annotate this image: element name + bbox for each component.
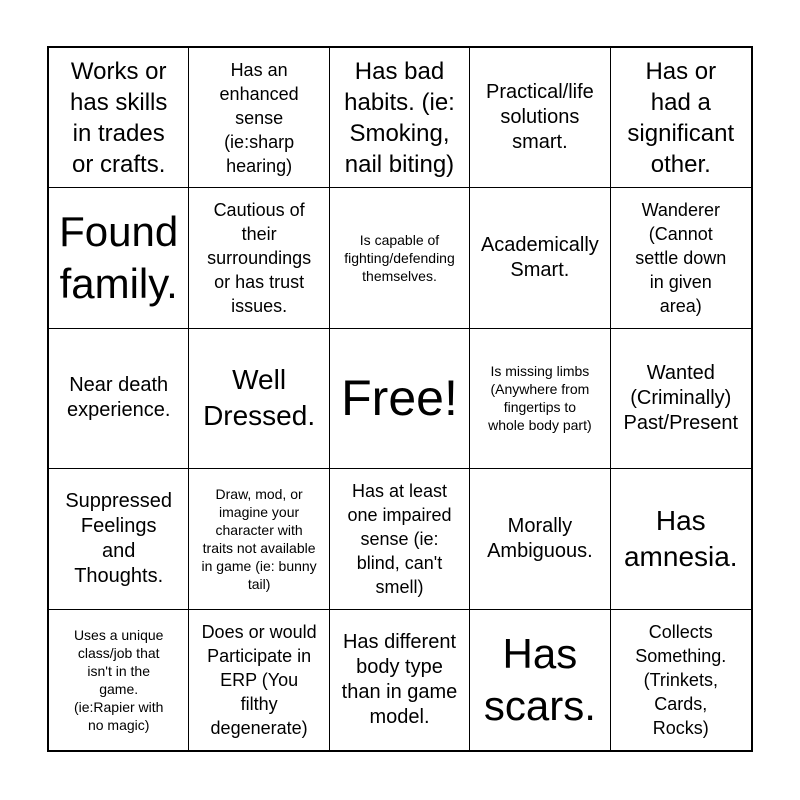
bingo-cell[interactable] <box>189 188 329 328</box>
cell-text: Has bad habits. (ie: Smoking, nail biting) <box>344 57 455 178</box>
cell-text: Works or has skills in trades or crafts. <box>70 57 168 178</box>
bingo-cell[interactable] <box>611 329 751 469</box>
cell-text: Has different body type than in game model. <box>341 630 458 728</box>
cell-text: Suppressed Feelings and Thoughts. <box>65 489 173 587</box>
cell-text: Wanderer (Cannot settle down in given area) <box>635 200 727 317</box>
bingo-cell[interactable] <box>189 610 329 750</box>
bingo-cell[interactable] <box>49 188 189 328</box>
cell-text: Is missing limbs (Anywhere from fingertips to whole body part) <box>488 363 592 434</box>
bingo-board <box>47 46 753 752</box>
cell-text: Has scars. <box>483 629 596 729</box>
bingo-cell[interactable] <box>470 188 610 328</box>
cell-text: Academically Smart. <box>480 234 599 282</box>
bingo-cell[interactable] <box>470 469 610 609</box>
bingo-cell[interactable] <box>49 610 189 750</box>
bingo-cell[interactable] <box>49 469 189 609</box>
cell-text: Practical/life solutions smart. <box>485 81 594 154</box>
bingo-cell[interactable] <box>470 610 610 750</box>
bingo-cell[interactable] <box>611 188 751 328</box>
bingo-cell[interactable] <box>189 48 329 188</box>
bingo-cell[interactable] <box>330 610 470 750</box>
bingo-cell[interactable] <box>330 188 470 328</box>
free-space-text: Free! <box>341 370 458 427</box>
bingo-cell[interactable] <box>189 329 329 469</box>
bingo-cell[interactable] <box>611 48 751 188</box>
cell-text: Uses a unique class/job that isn't in the game. (ie:Rapier with no magic) <box>73 626 164 733</box>
free-space[interactable] <box>330 329 470 469</box>
bingo-cell[interactable] <box>470 329 610 469</box>
cell-text: Near death experience. <box>66 374 171 422</box>
bingo-cell[interactable] <box>330 469 470 609</box>
cell-text: Has an enhanced sense (ie:sharp hearing) <box>219 59 299 176</box>
cell-text: Wanted (Criminally) Past/Present <box>623 361 739 434</box>
bingo-cell[interactable] <box>330 48 470 188</box>
bingo-cell[interactable] <box>49 329 189 469</box>
cell-text: Collects Something. (Trinkets, Cards, Rocks) <box>635 621 727 738</box>
cell-text: Well Dressed. <box>203 364 316 432</box>
cell-text: Has at least one impaired sense (ie: blind, can't smell) <box>347 480 452 597</box>
cell-text: Does or would Participate in ERP (You filthy degenerate) <box>201 621 317 738</box>
cell-text: Morally Ambiguous. <box>487 514 593 562</box>
bingo-cell[interactable] <box>611 469 751 609</box>
cell-text: Has amnesia. <box>623 504 738 572</box>
cell-text: Has or had a significant other. <box>627 57 735 178</box>
cell-text: Cautious of their surroundings or has trust issues. <box>207 200 312 317</box>
cell-text: Draw, mod, or imagine your character with traits not available in game (ie: bunny tail) <box>201 485 317 592</box>
cell-text: Found family. <box>59 208 179 308</box>
bingo-cell[interactable] <box>189 469 329 609</box>
bingo-cell[interactable] <box>611 610 751 750</box>
bingo-cell[interactable] <box>49 48 189 188</box>
cell-text: Is capable of fighting/defending themselves. <box>344 232 455 285</box>
bingo-cell[interactable] <box>470 48 610 188</box>
